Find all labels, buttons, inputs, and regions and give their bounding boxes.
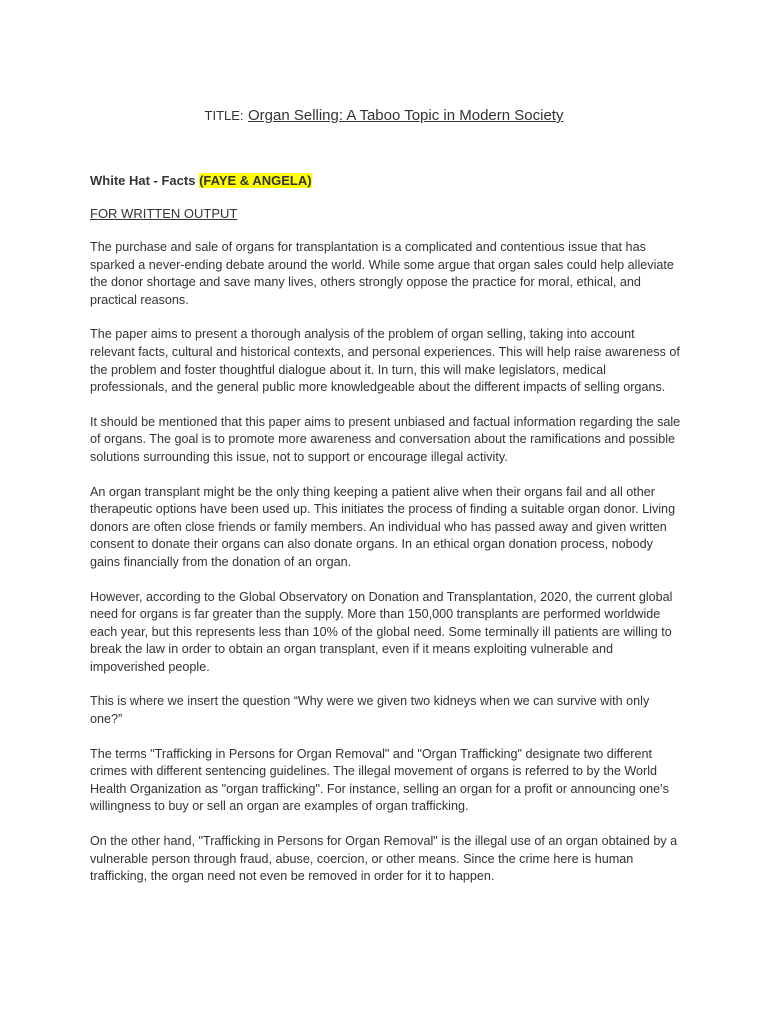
body-text <box>90 239 682 903</box>
paragraph: An organ transplant might be the only thing keeping a patient alive when their organs fail and all other therapeutic options have been used up. This initiates the process of finding a suitable organ donor. Living donors are often close friends or family members. An individual who has passed away and given written consent to donate their organs can also donate organs. In an ethical organ donation process, nobody gains financially from the donation of an organ. <box>90 484 676 569</box>
section-heading <box>90 173 312 188</box>
title-text: Organ Selling: A Taboo Topic in Modern Society <box>247 107 564 124</box>
paragraph: It should be mentioned that this paper aims to present unbiased and factual information regarding the sale of organs. The goal is to promote more awareness and conversation about the ramifications and possible solutions surrounding this issue, not to support or encourage illegal activity. <box>90 414 681 464</box>
paragraph: This is where we insert the question “Why were we given two kidneys when we can survive with only one?” <box>90 694 650 727</box>
paragraph: The paper aims to present a thorough analysis of the problem of organ selling, taking into account relevant facts, cultural and historical contexts, and personal experiences. This will help raise awareness of the problem and foster thoughtful dialogue about it. In turn, this will make legislators, medical professionals, and the general public more knowledgeable about the different impacts of selling organs. <box>90 327 680 395</box>
paragraph: The terms "Trafficking in Persons for Organ Removal" and "Organ Trafficking" designate two different crimes with different sentencing guidelines. The illegal movement of organs is referred to by the World Health Organization as "organ trafficking". For instance, selling an organ for a profit or announcing one's willingness to buy or sell an organ are examples of organ trafficking. <box>90 746 669 814</box>
document-title <box>90 107 678 125</box>
paragraph: However, according to the Global Observatory on Donation and Transplantation, 2020, the current global need for organs is far greater than the supply. More than 150,000 transplants are performed worldwide each year, but this represents less than 10% of the global need. Some terminally ill patients are willing to break the law in order to obtain an organ transplant, even if it means exploiting vulnerable and impoverished people. <box>90 589 673 674</box>
section-subheading: FOR WRITTEN OUTPUT <box>90 206 238 221</box>
paragraph: On the other hand, "Trafficking in Persons for Organ Removal" is the illegal use of an organ obtained by a vulnerable person through fraud, abuse, coercion, or other means. Since the crime here is human trafficking, the organ need not even be removed in order for it to happen. <box>90 834 678 884</box>
section-label: White Hat - Facts <box>90 173 196 188</box>
paragraph: The purchase and sale of organs for transplantation is a complicated and contentious issue that has sparked a never-ending debate around the world. While some argue that organ sales could help alleviate the donor shortage and save many lives, others strongly oppose the practice for moral, ethical, and practical reasons. <box>90 240 674 307</box>
title-prefix: TITLE: <box>204 108 244 123</box>
section-authors-highlight: (FAYE & ANGELA) <box>199 173 312 188</box>
